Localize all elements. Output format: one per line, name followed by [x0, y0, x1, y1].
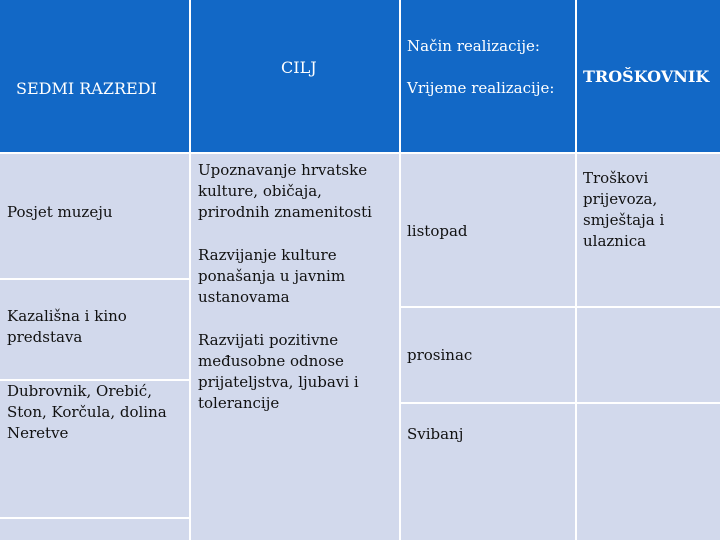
vrijeme-cell-3 — [401, 404, 575, 540]
row-cell-dubrovnik — [0, 381, 189, 517]
row-dubrovnik: Dubrovnik, Orebić, Ston, Korčula, dolina Neretve — [7, 382, 167, 442]
vrijeme-3: Svibanj — [407, 425, 464, 443]
cilj-3: Razvijati pozitivne međusobne odnose prijateljstva, ljubavi i tolerancije — [198, 331, 359, 412]
vrijeme-cell-2 — [401, 308, 575, 402]
vrijeme-1: listopad — [407, 222, 468, 240]
header-cell-razredi — [0, 0, 189, 152]
row-cell-kazalisna — [0, 280, 189, 379]
row-cell-empty — [0, 519, 189, 540]
header-cell-nacin — [401, 0, 575, 152]
header-vrijeme: Vrijeme realizacije: — [407, 79, 555, 97]
row-kazalisna: Kazališna i kino predstava — [7, 307, 127, 346]
vrijeme-2: prosinac — [407, 346, 473, 364]
vrijeme-cell-1 — [401, 154, 575, 306]
troskovi-1: Troškovi prijevoza, smještaja i ulaznica — [583, 169, 665, 250]
row-posjet: Posjet muzeju — [7, 203, 113, 221]
row-cell-posjet — [0, 154, 189, 278]
header-troskovnik: TROŠKOVNIK — [583, 67, 710, 86]
header-razredi: SEDMI RAZREDI — [16, 79, 157, 98]
header-nacin: Način realizacije: — [407, 37, 540, 55]
cilj-2: Razvijanje kulture ponašanja u javnim ustanovama — [198, 246, 346, 306]
cilj-cell — [191, 154, 399, 540]
header-cilj: CILJ — [281, 58, 317, 77]
troskovi-cell-3 — [577, 404, 720, 540]
header-cell-cilj — [191, 0, 399, 152]
header-cell-troskovnik — [577, 0, 720, 152]
troskovi-cell-2 — [577, 308, 720, 402]
cilj-1: Upoznavanje hrvatske kulture, običaja, prirodnih znamenitosti — [198, 161, 372, 221]
troskovi-cell-1 — [577, 154, 720, 306]
